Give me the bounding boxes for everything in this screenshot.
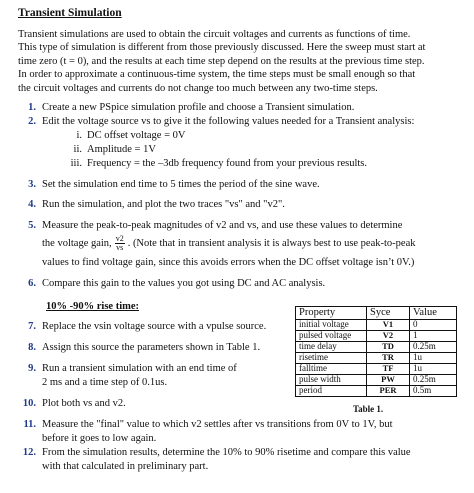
table-cell: 0 bbox=[410, 319, 457, 330]
step-12-line-2 bbox=[42, 460, 208, 473]
sub-item-text: DC offset voltage = 0V bbox=[87, 130, 186, 141]
parameters-table bbox=[295, 306, 457, 397]
step-number: 7. bbox=[28, 321, 36, 332]
table-cell: pulsed voltage bbox=[296, 330, 367, 341]
table-cell: 0.25m bbox=[410, 374, 457, 385]
sub-item bbox=[60, 143, 156, 156]
table-cell: initial voltage bbox=[296, 319, 367, 330]
step-4 bbox=[18, 198, 285, 211]
rise-time-heading: 10% -90% rise time: bbox=[46, 301, 140, 312]
intro-paragraph bbox=[18, 28, 458, 95]
step-text: Run the simulation, and plot the two traces "vs" and "v2". bbox=[42, 199, 285, 210]
column-header: Value bbox=[410, 307, 457, 320]
intro-line: In order to approximate a continuous-time system, the time steps must be small enough so that bbox=[18, 69, 416, 81]
step-9 bbox=[18, 362, 237, 375]
step-text: Assign this source the parameters shown in Table 1. bbox=[42, 342, 261, 353]
table-cell: PW bbox=[367, 374, 410, 385]
table-header-row bbox=[296, 307, 457, 320]
table-cell: time delay bbox=[296, 341, 367, 352]
step-1 bbox=[18, 101, 354, 114]
step-text: with that calculated in preliminary part. bbox=[42, 461, 209, 472]
intro-line: This type of simulation is different from those previously discussed. Here the sweep must start at bbox=[18, 42, 426, 54]
step-5-line-3 bbox=[42, 256, 414, 269]
step-number: 1. bbox=[28, 102, 36, 113]
table-row bbox=[296, 352, 457, 363]
step-text: Measure the peak-to-peak magnitudes of v2 and vs, and use these values to determine bbox=[42, 220, 403, 231]
step-number: 4. bbox=[28, 199, 36, 210]
step-text: the voltage gain, bbox=[42, 237, 112, 249]
step-11 bbox=[18, 418, 393, 431]
table-cell: PER bbox=[367, 385, 410, 396]
step-text: Plot both vs and v2. bbox=[42, 398, 126, 409]
step-6 bbox=[18, 277, 325, 290]
table-cell: TR bbox=[367, 352, 410, 363]
column-header: Property bbox=[296, 307, 367, 320]
sub-item-number: i. bbox=[76, 130, 82, 141]
intro-line: the circuit voltages and currents do not change too much between any two-time steps. bbox=[18, 82, 378, 94]
table-row bbox=[296, 363, 457, 374]
table-row bbox=[296, 341, 457, 352]
table-cell: V1 bbox=[367, 319, 410, 330]
sub-item-text: Amplitude = 1V bbox=[87, 144, 156, 155]
step-text: 2 ms and a time step of 0.1us. bbox=[42, 377, 168, 388]
table-caption: Table 1. bbox=[353, 404, 384, 414]
step-12 bbox=[18, 446, 411, 459]
table-row bbox=[296, 385, 457, 396]
step-text: before it goes to low again. bbox=[42, 433, 157, 444]
step-number: 10. bbox=[22, 398, 36, 409]
step-number: 6. bbox=[28, 278, 36, 289]
table-cell: V2 bbox=[367, 330, 410, 341]
table-cell: TF bbox=[367, 363, 410, 374]
step-text: Replace the vsin voltage source with a vpulse source. bbox=[42, 321, 267, 332]
table-cell: falltime bbox=[296, 363, 367, 374]
sub-item-number: ii. bbox=[73, 144, 82, 155]
voltage-gain-fraction bbox=[115, 235, 125, 252]
fraction-numerator: v2 bbox=[115, 234, 124, 243]
step-text: Measure the "final" value to which v2 settles after vs transitions from 0V to 1V, but bbox=[42, 419, 393, 430]
fraction-denominator: vs bbox=[116, 243, 124, 252]
step-text: Compare this gain to the values you got using DC and AC analysis. bbox=[42, 278, 326, 289]
table-cell: 1u bbox=[410, 363, 457, 374]
step-3 bbox=[18, 178, 320, 191]
sub-item bbox=[60, 157, 367, 170]
table-cell: 1 bbox=[410, 330, 457, 341]
step-7 bbox=[18, 320, 266, 333]
step-number: 11. bbox=[23, 419, 36, 430]
sub-item-text: Frequency = the –3db frequency found from your previous results. bbox=[87, 158, 368, 169]
table-cell: period bbox=[296, 385, 367, 396]
step-number: 3. bbox=[28, 179, 36, 190]
step-5-line-2 bbox=[42, 235, 416, 252]
step-11-line-2 bbox=[42, 432, 156, 445]
column-header: Syce bbox=[367, 307, 410, 320]
step-text: . (Note that in transient analysis it is always best to use peak-to-peak bbox=[127, 237, 416, 249]
step-text: Edit the voltage source vs to give it the following values needed for a Transient analysis: bbox=[42, 116, 415, 127]
step-text: Run a transient simulation with an end time of bbox=[42, 363, 237, 374]
step-9-line-2 bbox=[42, 376, 167, 389]
step-5 bbox=[18, 219, 402, 232]
table-cell: pulse width bbox=[296, 374, 367, 385]
table-row bbox=[296, 330, 457, 341]
step-number: 9. bbox=[28, 363, 36, 374]
table-row bbox=[296, 319, 457, 330]
step-number: 8. bbox=[28, 342, 36, 353]
sub-item bbox=[60, 129, 185, 142]
step-number: 2. bbox=[28, 116, 36, 127]
step-number: 12. bbox=[22, 447, 36, 458]
intro-line: Transient simulations are used to obtain the circuit voltages and currents as functions of time. bbox=[18, 29, 411, 40]
step-10 bbox=[18, 397, 126, 410]
step-2 bbox=[18, 115, 414, 128]
table-cell: TD bbox=[367, 341, 410, 352]
table-cell: 1u bbox=[410, 352, 457, 363]
step-8 bbox=[18, 341, 260, 354]
table-cell: risetime bbox=[296, 352, 367, 363]
step-text: Create a new PSpice simulation profile and choose a Transient simulation. bbox=[42, 102, 355, 113]
table-row bbox=[296, 374, 457, 385]
step-text: Set the simulation end time to 5 times the period of the sine wave. bbox=[42, 179, 320, 190]
sub-item-number: iii. bbox=[70, 158, 82, 169]
table-cell: 0.5m bbox=[410, 385, 457, 396]
step-text: values to find voltage gain, since this avoids errors when the DC offset voltage isn’t 0V.) bbox=[42, 257, 415, 268]
step-text: From the simulation results, determine the 10% to 90% risetime and compare this value bbox=[42, 447, 411, 458]
intro-line: time zero (t = 0), and the results at each time step depend on the results at the previous time step. bbox=[18, 55, 425, 67]
table-cell: 0.25m bbox=[410, 341, 457, 352]
step-number: 5. bbox=[28, 220, 36, 231]
page-title: Transient Simulation bbox=[18, 7, 122, 19]
